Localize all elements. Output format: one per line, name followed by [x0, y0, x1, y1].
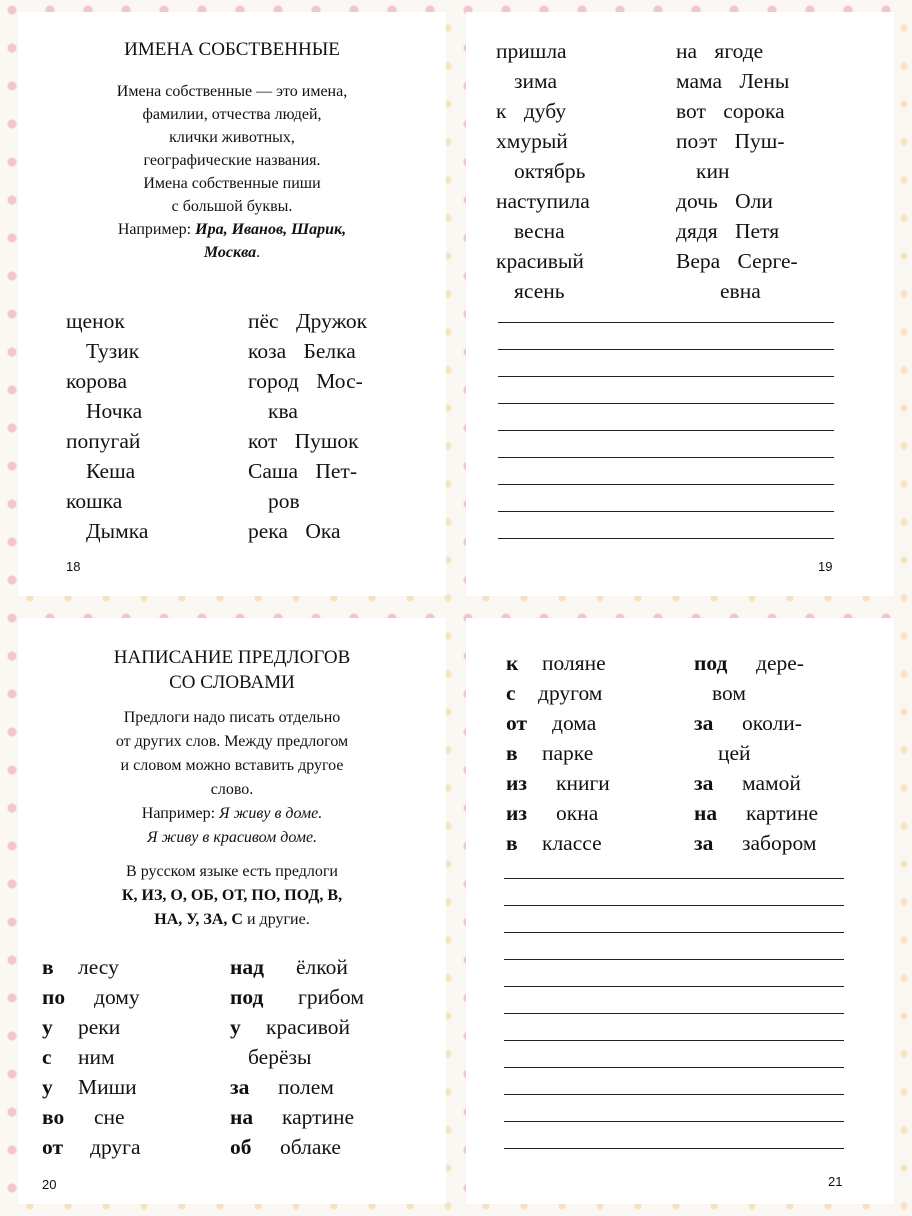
- word-right: коза Белка: [248, 339, 356, 363]
- writing-line: [498, 349, 834, 350]
- word-left: Ночка: [86, 399, 143, 423]
- word: книги: [556, 771, 610, 795]
- word-left: корова: [66, 369, 128, 393]
- word-right: мама Лены: [676, 69, 790, 93]
- writing-line: [498, 430, 834, 431]
- writing-line: [498, 457, 834, 458]
- word: дома: [552, 711, 597, 735]
- word: картине: [746, 801, 819, 825]
- word: реки: [78, 1015, 121, 1039]
- rule-line: Предлоги надо писать отдельно: [123, 709, 341, 726]
- word-right: Саша Пет-: [248, 459, 357, 483]
- word: забором: [742, 831, 817, 855]
- writing-line: [504, 905, 844, 906]
- writing-line: [498, 376, 834, 377]
- writing-line: [504, 1067, 844, 1068]
- example-sentence: Я живу в доме.: [219, 805, 323, 822]
- word: Миши: [78, 1075, 137, 1099]
- page-title: НАПИСАНИЕ ПРЕДЛОГОВ: [113, 647, 351, 668]
- word: цей: [718, 741, 751, 765]
- word-left: зима: [514, 69, 557, 93]
- preposition: в: [506, 741, 518, 765]
- word: красивой: [266, 1015, 351, 1039]
- word-right: вот сорока: [676, 99, 785, 123]
- page-title: СО СЛОВАМИ: [169, 672, 295, 693]
- word: сне: [94, 1105, 125, 1129]
- word-right: дядя Петя: [676, 219, 780, 243]
- word-left: пришла: [496, 39, 567, 63]
- example-words: Ира, Иванов, Шарик,: [195, 221, 347, 238]
- preposition: на: [694, 801, 718, 825]
- preposition: за: [694, 771, 714, 795]
- word-left: кошка: [66, 489, 123, 513]
- word-left: хмурый: [496, 129, 568, 153]
- writing-line: [498, 538, 834, 539]
- word-right: ров: [268, 489, 300, 513]
- rule-line: Имена собственные — это имена,: [116, 83, 348, 100]
- rule-line: от других слов. Между предлогом: [115, 733, 349, 750]
- word: грибом: [298, 985, 364, 1009]
- word: ним: [78, 1045, 115, 1069]
- writing-line: [504, 1040, 844, 1041]
- word: ёлкой: [296, 955, 348, 979]
- word: картине: [282, 1105, 355, 1129]
- prepositions-text: [48, 860, 416, 932]
- writing-line: [504, 1148, 844, 1149]
- preposition: по: [42, 985, 66, 1009]
- word: дому: [94, 985, 140, 1009]
- word-left: октябрь: [514, 159, 586, 183]
- prepositions-line: [48, 908, 416, 932]
- writing-line: [504, 1094, 844, 1095]
- preposition: на: [230, 1105, 254, 1129]
- page-number: 20: [42, 1177, 57, 1192]
- preposition: в: [506, 831, 518, 855]
- writing-line: [498, 403, 834, 404]
- writing-line: [504, 932, 844, 933]
- example-sentence: Я живу в красивом доме.: [146, 829, 318, 846]
- example-words: Москва: [203, 244, 257, 261]
- word: полем: [278, 1075, 334, 1099]
- word: окна: [556, 801, 599, 825]
- word-left: попугай: [66, 429, 141, 453]
- word-right: река Ока: [248, 519, 341, 543]
- word: дере-: [756, 651, 804, 675]
- page-21: [466, 618, 894, 1204]
- preposition: над: [230, 955, 265, 979]
- preposition: за: [230, 1075, 250, 1099]
- word: мамой: [742, 771, 801, 795]
- word-left: Тузик: [86, 339, 140, 363]
- rule-text: [48, 80, 416, 264]
- preposition: к: [506, 651, 519, 675]
- rule-line: с большой буквы.: [171, 198, 293, 215]
- word-right: дочь Оли: [676, 189, 773, 213]
- rule-line: и словом можно вставить другое: [120, 757, 344, 774]
- writing-line: [504, 878, 844, 879]
- preposition: от: [42, 1135, 64, 1159]
- preposition: под: [694, 651, 728, 675]
- page-number: 18: [66, 559, 81, 574]
- example-line: [48, 802, 416, 826]
- rule-line: Имена собственные пиши: [143, 175, 321, 192]
- word: друга: [90, 1135, 141, 1159]
- writing-line: [498, 322, 834, 323]
- word-right: Вера Серге-: [676, 249, 798, 273]
- example-period: .: [256, 244, 261, 261]
- word-left: Дымка: [86, 519, 149, 543]
- word-left: Кеша: [86, 459, 136, 483]
- word-left: к дубу: [496, 99, 567, 123]
- word: лесу: [78, 955, 119, 979]
- example-line: [48, 241, 416, 264]
- page-title: ИМЕНА СОБСТВЕННЫЕ: [124, 39, 340, 60]
- word-right: евна: [720, 279, 761, 303]
- example-label: Например:: [117, 221, 196, 238]
- example-line: [48, 218, 416, 241]
- rule-line: фамилии, отчества людей,: [142, 106, 322, 123]
- word-right: поэт Пуш-: [676, 129, 785, 153]
- preposition: с: [42, 1045, 52, 1069]
- preposition: в: [42, 955, 54, 979]
- preposition: за: [694, 831, 714, 855]
- word-right: ква: [268, 399, 298, 423]
- writing-line: [504, 1013, 844, 1014]
- page-number: 21: [828, 1174, 843, 1189]
- page-number: 19: [818, 559, 833, 574]
- rule-text: [48, 706, 416, 850]
- preposition: с: [506, 681, 516, 705]
- preposition: во: [42, 1105, 65, 1129]
- prepositions-intro: В русском языке есть предлоги: [126, 863, 338, 880]
- word: классе: [542, 831, 602, 855]
- prepositions-list: НА, У, ЗА, С: [154, 911, 243, 928]
- writing-line: [504, 1121, 844, 1122]
- rule-line: клички животных,: [169, 129, 295, 146]
- preposition: за: [694, 711, 714, 735]
- writing-line: [504, 986, 844, 987]
- page-19: [466, 12, 894, 596]
- preposition: под: [230, 985, 264, 1009]
- word-right: кин: [696, 159, 730, 183]
- word-left: ясень: [514, 279, 565, 303]
- prepositions-end: и другие.: [242, 911, 310, 928]
- word-left: наступила: [496, 189, 590, 213]
- word-left: красивый: [496, 249, 584, 273]
- preposition: из: [506, 801, 528, 825]
- word: другом: [538, 681, 603, 705]
- writing-line: [504, 959, 844, 960]
- word: поляне: [542, 651, 606, 675]
- writing-line: [498, 511, 834, 512]
- word-left: щенок: [66, 309, 125, 333]
- example-label: Например:: [141, 805, 220, 822]
- prepositions-list: К, ИЗ, О, ОБ, ОТ, ПО, ПОД, В,: [121, 887, 343, 904]
- preposition: у: [42, 1075, 53, 1099]
- preposition: об: [230, 1135, 252, 1159]
- preposition: у: [230, 1015, 241, 1039]
- writing-line: [498, 484, 834, 485]
- word-right: город Мос-: [248, 369, 363, 393]
- word-left: весна: [514, 219, 565, 243]
- preposition: у: [42, 1015, 53, 1039]
- word: вом: [712, 681, 746, 705]
- word: околи-: [742, 711, 802, 735]
- rule-line: слово.: [210, 781, 254, 798]
- word: облаке: [280, 1135, 341, 1159]
- page-20: [18, 618, 446, 1204]
- preposition: из: [506, 771, 528, 795]
- word: берёзы: [248, 1045, 312, 1069]
- word-right: пёс Дружок: [248, 309, 368, 333]
- word-right: на ягоде: [676, 39, 764, 63]
- word-right: кот Пушок: [248, 429, 359, 453]
- page-18: [18, 12, 446, 596]
- preposition: от: [506, 711, 528, 735]
- word: парке: [542, 741, 594, 765]
- rule-line: географические названия.: [143, 152, 321, 169]
